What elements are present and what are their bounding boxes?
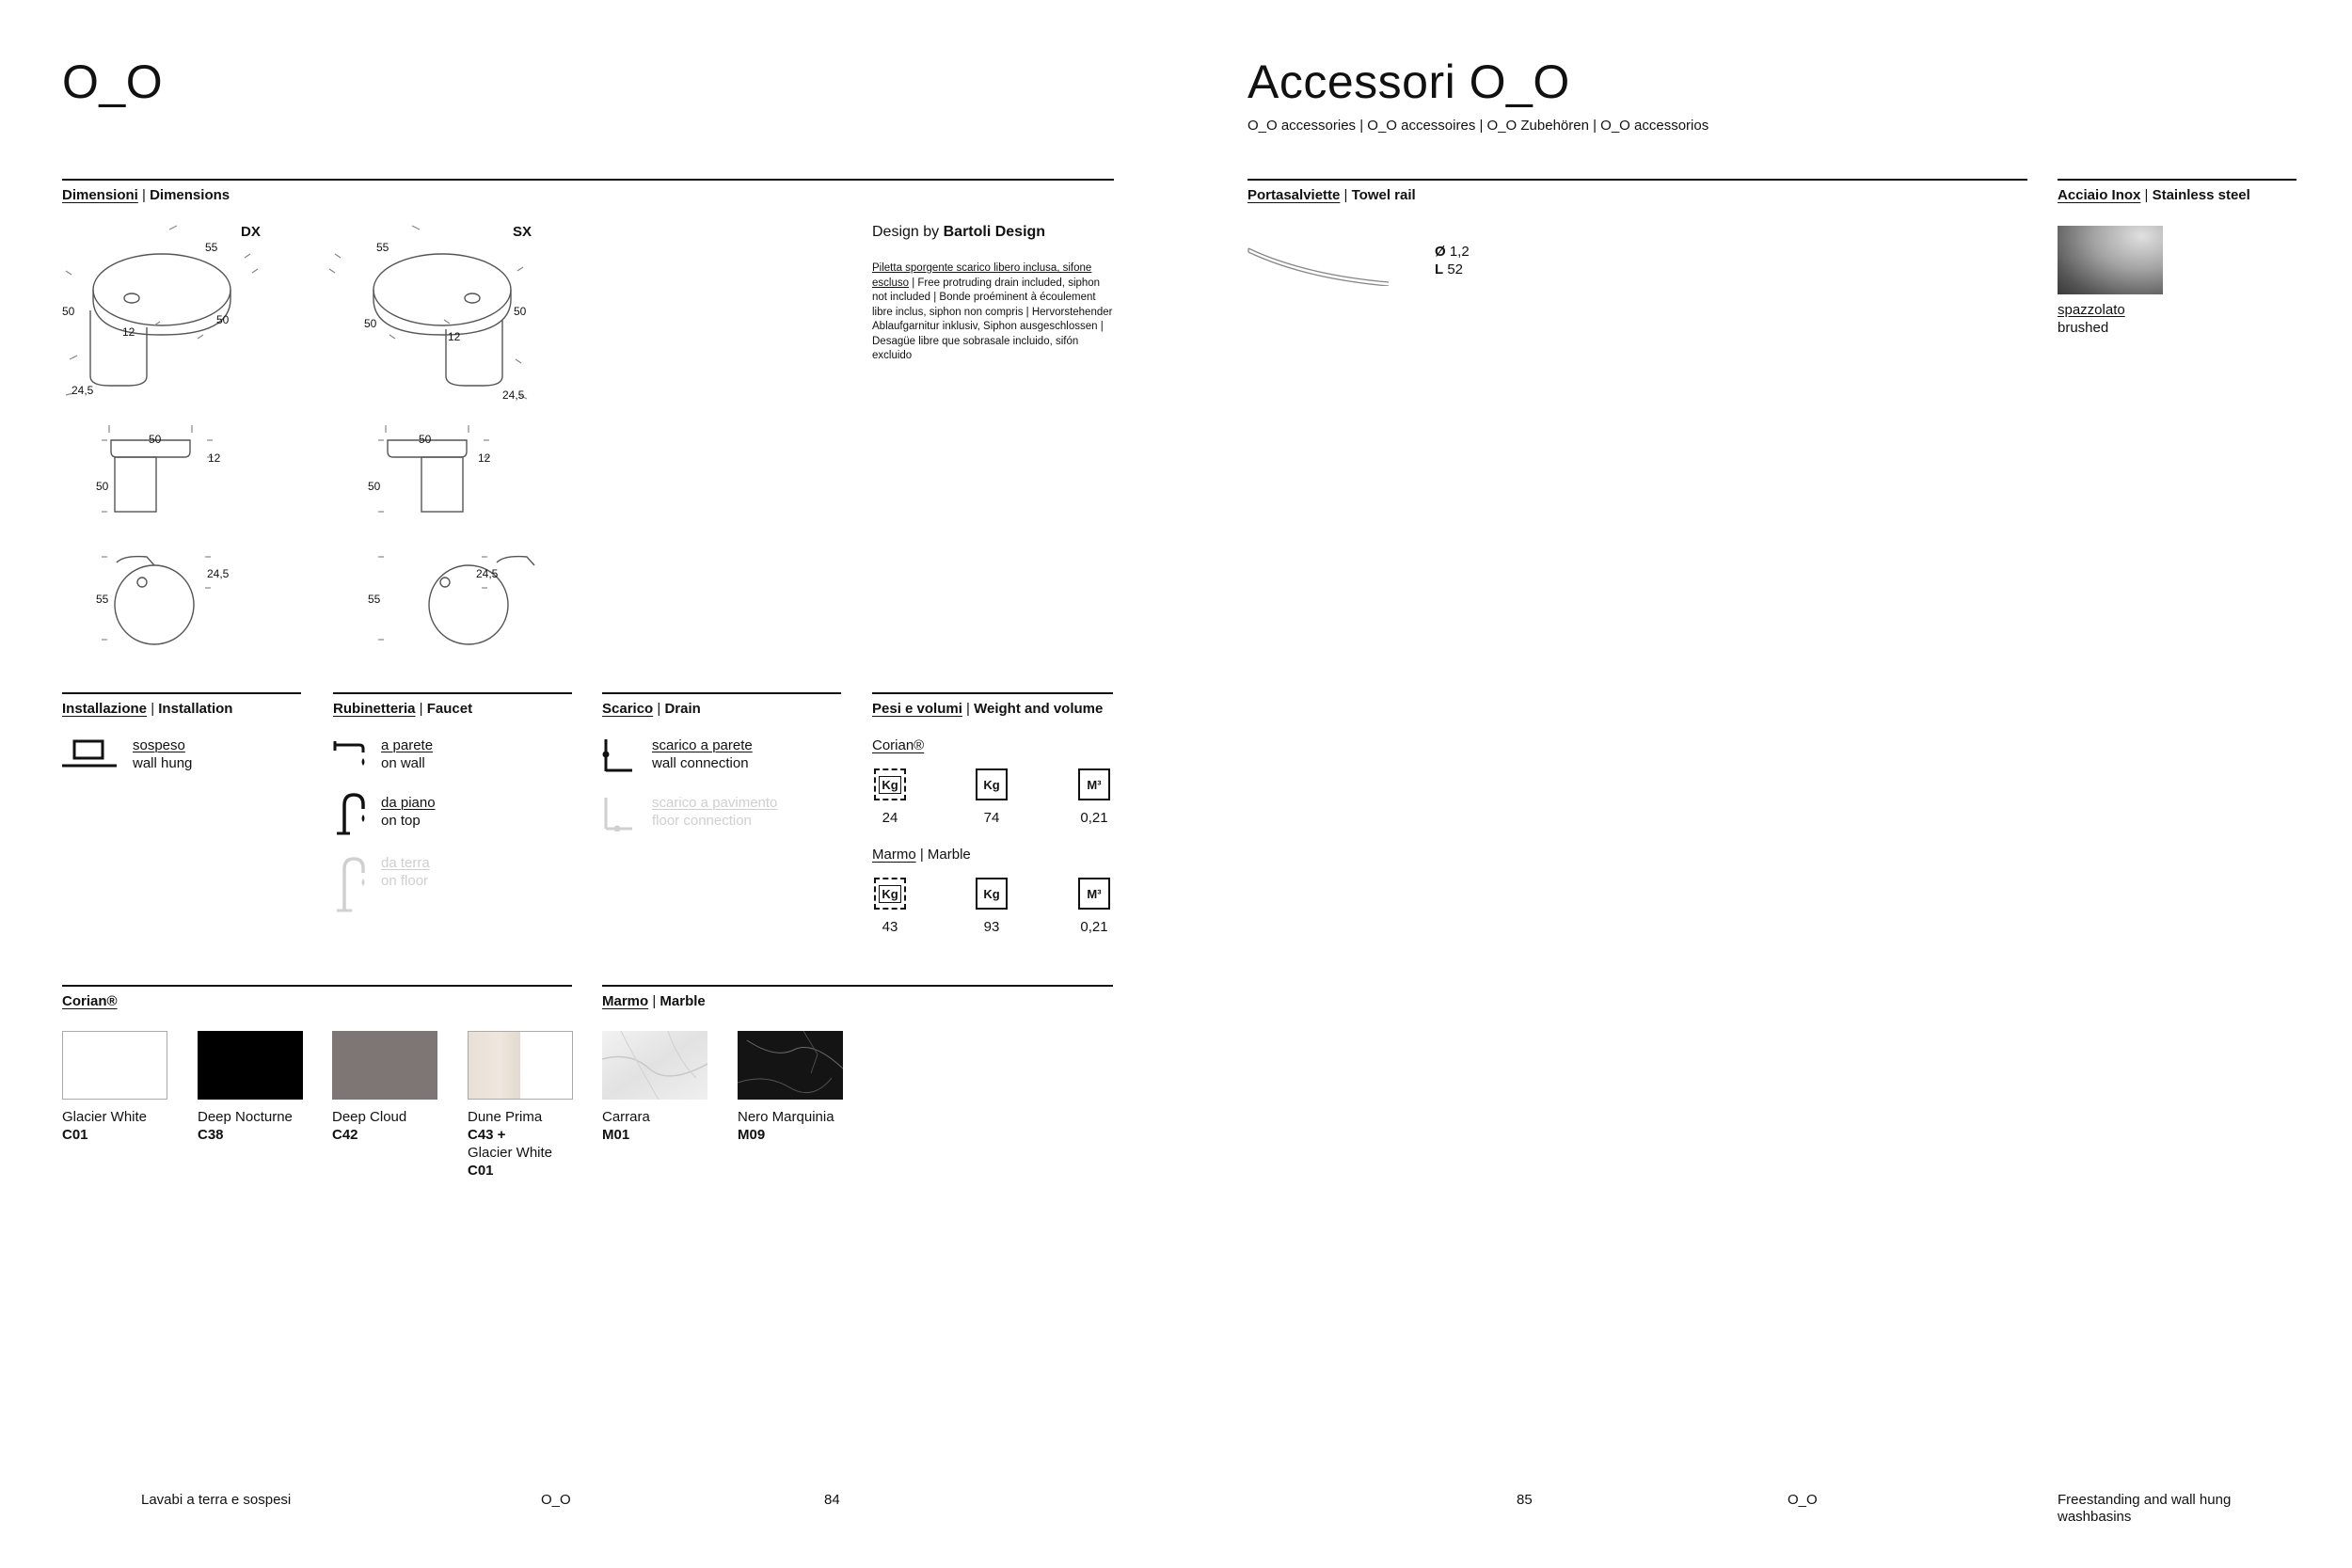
drain-option-wall: scarico a parete wall connection (652, 737, 753, 771)
footer-category: Lavabi a terra e sospesi (141, 1492, 292, 1508)
finish-name: Deep Nocturne C38 (198, 1109, 293, 1143)
divider (62, 985, 572, 987)
corian-volume: 0,21 (1080, 810, 1108, 826)
corian-gross-weight: 74 (983, 810, 1000, 826)
dim-value: 50 (216, 313, 230, 326)
dx-label: DX (241, 224, 261, 240)
dim-value: 50 (149, 433, 162, 446)
design-by: Design by Bartoli Design (872, 224, 1046, 240)
page-number-left: 84 (824, 1492, 840, 1508)
dimension-drawings (56, 216, 583, 658)
sx-label: SX (513, 224, 532, 240)
dim-value: 55 (205, 241, 218, 254)
swatch-carrara (602, 1031, 707, 1100)
dim-value: 12 (478, 451, 491, 465)
finish-name: Glacier White C01 (62, 1109, 148, 1143)
faucet-label: Rubinetteria | Faucet (333, 701, 473, 717)
divider (872, 692, 1113, 694)
dim-value: 24,5 (476, 567, 499, 580)
swatch-deep-nocturne (198, 1031, 303, 1100)
marble-net-weight: 43 (882, 919, 898, 935)
dim-value: 50 (514, 305, 527, 318)
gross-weight-icon: Kg (976, 878, 1008, 910)
dim-value: 50 (368, 480, 381, 493)
marble-gross-weight: 93 (983, 919, 1000, 935)
volume-icon: M³ (1078, 878, 1110, 910)
divider (333, 692, 572, 694)
dim-value: 12 (122, 325, 135, 339)
page-title-left: O_O (62, 55, 164, 108)
weights-marble-label: Marmo | Marble (872, 847, 971, 863)
net-weight-icon: Kg (874, 878, 906, 910)
finish-name: Nero Marquinia M09 (738, 1109, 834, 1143)
dim-value: 24,5 (207, 567, 230, 580)
divider (1248, 179, 2027, 181)
finish-name: Dune Prima C43 + Glacier White C01 (468, 1109, 553, 1179)
wall-faucet-icon (333, 737, 371, 775)
towel-rail-drawing (1248, 241, 1391, 286)
installation-option-wall-hung: sospeso wall hung (133, 737, 193, 771)
swatch-deep-cloud (332, 1031, 437, 1100)
weight-volume-label: Pesi e volumi | Weight and volume (872, 701, 1104, 717)
finish-name: Carrara M01 (602, 1109, 650, 1143)
weights-corian-label: Corian® (872, 737, 925, 753)
faucet-option-on-floor: da terra on floor (381, 855, 430, 889)
wall-hung-icon (62, 739, 117, 769)
dimensions-label: Dimensioni | Dimensions (62, 187, 230, 203)
installation-label: Installazione | Installation (62, 701, 233, 717)
dim-value: 24,5 (502, 388, 525, 402)
finish-name: Deep Cloud C42 (332, 1109, 407, 1143)
drain-note: Piletta sporgente scarico libero inclusa, sifone escluso | Free protruding drain included, siphon not included | Bonde proéminent à écoulement libre inclus, siphon non compris | Hervorstehender Ablaufgarnitur inklusiv, Siphon ausgeschlossen | Desagüe libre que sobrasale incluido, sifón excluido (872, 262, 1113, 361)
wall-drain-icon (602, 739, 634, 773)
floor-drain-icon (602, 798, 634, 832)
divider (62, 179, 1114, 181)
dim-value: 12 (208, 451, 221, 465)
page-number-right: 85 (1517, 1492, 1533, 1508)
divider (602, 985, 1113, 987)
dim-value: 50 (96, 480, 109, 493)
top-faucet-icon (333, 792, 371, 835)
page-subtitle: O_O accessories | O_O accessoires | O_O Zubehören | O_O accessorios (1248, 118, 1709, 134)
dim-value: 12 (448, 330, 461, 343)
corian-finishes-label: Corian® (62, 993, 118, 1009)
footer-product: O_O (1788, 1492, 1818, 1508)
dim-value: 55 (96, 593, 109, 606)
drain-label: Scarico | Drain (602, 701, 701, 717)
swatch-glacier-white (62, 1031, 167, 1100)
net-weight-icon: Kg (874, 768, 906, 800)
dim-value: 50 (419, 433, 432, 446)
floor-faucet-icon (333, 856, 371, 912)
towel-rail-dimensions: Ø 1,2 L 52 (1435, 244, 1470, 277)
marble-finishes-label: Marmo | Marble (602, 993, 706, 1009)
footer-product: O_O (541, 1492, 571, 1508)
gross-weight-icon: Kg (976, 768, 1008, 800)
stainless-steel-label: Acciaio Inox | Stainless steel (2058, 187, 2250, 203)
towel-rail-label: Portasalviette | Towel rail (1248, 187, 1416, 203)
divider (602, 692, 841, 694)
footer-category: Freestanding and wall hung washbasins (2058, 1492, 2232, 1525)
corian-net-weight: 24 (882, 810, 898, 826)
dim-value: 24,5 (72, 384, 94, 397)
swatch-dune-prima-glacier-white (468, 1031, 573, 1100)
dim-value: 55 (376, 241, 389, 254)
finish-name: spazzolato brushed (2058, 302, 2125, 336)
marble-volume: 0,21 (1080, 919, 1108, 935)
page-title-right: Accessori O_O (1248, 55, 1570, 108)
divider (2058, 179, 2296, 181)
faucet-option-on-top: da piano on top (381, 795, 436, 829)
divider (62, 692, 301, 694)
faucet-option-on-wall: a parete on wall (381, 737, 434, 771)
swatch-brushed-steel (2058, 226, 2163, 294)
dim-value: 50 (62, 305, 75, 318)
swatch-nero-marquinia (738, 1031, 843, 1100)
dim-value: 50 (364, 317, 377, 330)
drain-option-floor: scarico a pavimento floor connection (652, 795, 778, 829)
dim-value: 55 (368, 593, 381, 606)
volume-icon: M³ (1078, 768, 1110, 800)
